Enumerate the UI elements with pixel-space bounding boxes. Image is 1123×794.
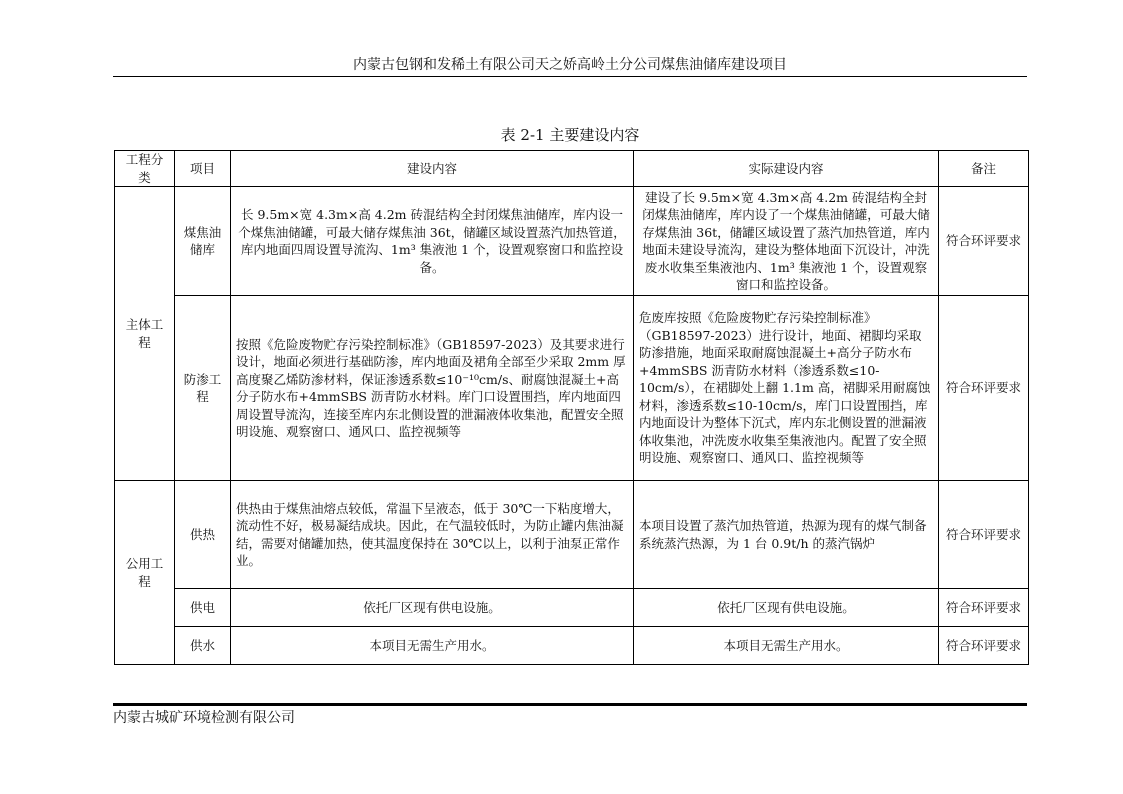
item-cell: 供热	[175, 481, 231, 589]
actual-content-cell: 本项目无需生产用水。	[634, 627, 939, 665]
item-cell: 防渗工程	[175, 296, 231, 481]
category-cell: 主体工程	[115, 187, 175, 481]
planned-content-cell: 依托厂区现有供电设施。	[231, 589, 634, 627]
header-divider	[113, 76, 1027, 77]
footer-divider	[113, 703, 1027, 706]
construction-content-table	[114, 150, 1029, 665]
footer-company: 内蒙古城矿环境检测有限公司	[113, 710, 295, 726]
actual-content-cell: 危废库按照《危险废物贮存污染控制标准》（GB18597-2023）进行设计，地面、裙脚均采取防渗措施，地面采取耐腐蚀混凝土+高分子防水布+4mmSBS 沥青防水材料（渗透系数≤10-10cm/s），在裙脚处上翻 1.1m 高，裙脚采用耐腐蚀材料，渗透系数≤10-10cm/s，库门口设置围挡，库内地面设计为整体下沉式，库内东北侧设置的泄漏液体收集池，冲洗废水收集至集液池内。配置了安全照明设施、观察窗口、通风口、监控视频等	[634, 296, 939, 481]
column-header: 项目	[175, 151, 231, 187]
remark-cell: 符合环评要求	[939, 589, 1029, 627]
table-header-row	[115, 151, 1029, 187]
column-header: 备注	[939, 151, 1029, 187]
remark-cell: 符合环评要求	[939, 296, 1029, 481]
table-row	[115, 481, 1029, 589]
table-row	[115, 187, 1029, 296]
actual-content-cell: 依托厂区现有供电设施。	[634, 589, 939, 627]
remark-cell: 符合环评要求	[939, 481, 1029, 589]
table-row	[115, 296, 1029, 481]
category-cell: 公用工程	[115, 481, 175, 665]
planned-content-cell: 按照《危险废物贮存污染控制标准》（GB18597-2023）及其要求进行设计，地面必须进行基础防渗，库内地面及裙角全部至少采取 2mm 厚高度聚乙烯防渗材料，保证渗透系数≤10⁻¹⁰cm/s、耐腐蚀混凝土+高分子防水布+4mmSBS 沥青防水材料。库门口设置围挡，库内地面四周设置导流沟，连接至库内东北侧设置的泄漏液体收集池，配置安全照明设施、观察窗口、通风口、监控视频等	[231, 296, 634, 481]
item-cell: 供电	[175, 589, 231, 627]
actual-content-cell: 建设了长 9.5m×宽 4.3m×高 4.2m 砖混结构全封闭煤焦油储库，库内设了一个煤焦油储罐，可最大储存煤焦油 36t，储罐区域设置了蒸汽加热管道，库内地面未建设导流沟，建设为整体地面下沉设计，冲洗废水收集至集液池内、1m³ 集液池 1 个，设置观察窗口和监控设备。	[634, 187, 939, 296]
planned-content-cell: 长 9.5m×宽 4.3m×高 4.2m 砖混结构全封闭煤焦油储库，库内设一个煤焦油储罐，可最大储存煤焦油 36t，储罐区域设置蒸汽加热管道，库内地面四周设置导流沟、1m³ 集液池 1 个，设置观察窗口和监控设备。	[231, 187, 634, 296]
item-cell: 供水	[175, 627, 231, 665]
actual-content-cell: 本项目设置了蒸汽加热管道，热源为现有的煤气制备系统蒸汽热源，为 1 台 0.9t/h 的蒸汽锅炉	[634, 481, 939, 589]
table-caption: 表 2-1 主要建设内容	[500, 126, 640, 144]
table-row	[115, 627, 1029, 665]
remark-cell: 符合环评要求	[939, 627, 1029, 665]
column-header: 实际建设内容	[634, 151, 939, 187]
planned-content-cell: 本项目无需生产用水。	[231, 627, 634, 665]
column-header: 建设内容	[231, 151, 634, 187]
page-header: 内蒙古包钢和发稀土有限公司天之娇高岭土分公司煤焦油储库建设项目	[353, 57, 787, 73]
table-row	[115, 589, 1029, 627]
item-cell: 煤焦油储库	[175, 187, 231, 296]
planned-content-cell: 供热由于煤焦油熔点较低，常温下呈液态，低于 30℃一下粘度增大，流动性不好，极易凝结成块。因此，在气温较低时，为防止罐内焦油凝结，需要对储罐加热，使其温度保持在 30℃以上，以利于油泵正常作业。	[231, 481, 634, 589]
remark-cell: 符合环评要求	[939, 187, 1029, 296]
column-header: 工程分类	[115, 151, 175, 187]
